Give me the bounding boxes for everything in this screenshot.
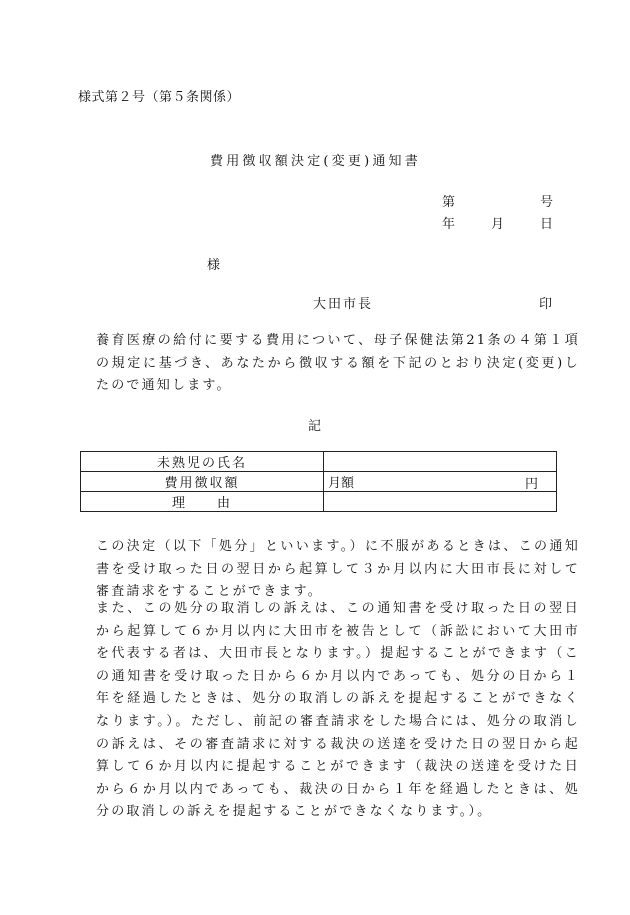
addressee-suffix: 様 xyxy=(207,258,221,273)
date-year: 年 xyxy=(442,217,456,232)
date-month: 月 xyxy=(491,217,505,232)
table-row xyxy=(81,472,557,492)
date-day: 日 xyxy=(540,217,554,232)
yen-unit: 円 xyxy=(524,477,538,492)
document-title: 費用徴収額決定(変更)通知書 xyxy=(210,154,421,169)
label-child-name: 未熟児の氏名 xyxy=(81,452,324,472)
value-fee-amount xyxy=(324,472,557,492)
seal-mark: 印 xyxy=(539,297,553,312)
form-number: 様式第２号（第５条関係） xyxy=(78,90,241,105)
monthly-amount-label: 月額 xyxy=(328,476,355,491)
ki-heading: 記 xyxy=(308,419,322,434)
issuer-name: 大田市長 xyxy=(313,297,374,312)
appeal-notice-paragraph: この決定（以下「処分」といいます。）に不服があるときは、この通知書を受け取った日の翌日から起算して３か月以内に大田市長に対して審査請求をすることができます。 xyxy=(96,539,580,600)
value-child-name xyxy=(324,452,557,472)
intro-paragraph: 養育医療の給付に要する費用について、母子保健法第21条の４第１項の規定に基づき、あなたから徴収する額を下記のとおり決定(変更)したので通知します。 xyxy=(96,333,580,394)
table-row xyxy=(81,452,557,472)
fee-table xyxy=(80,451,557,512)
table-row xyxy=(81,492,557,512)
lawsuit-notice-paragraph: また、この処分の取消しの訴えは、この通知書を受け取った日の翌日から起算して６か月以内に大田市を被告として（訴訟において大田市を代表する者は、大田市長となります。）提起することができます（この通知書を受け取った日から６か月以内であっても、処分の日から１年を経過したときは、処分の取消しの訴えを提起することができなくなります。）。ただし、前記の審査請求をした場合には、処分の取消しの訴えは、その審査請求に対する裁決の送達を受けた日の翌日から起算して６か月以内に提起することができます（裁決の送達を受けた日から６か月以内であっても、裁決の日から１年を経過したときは、処分の取消しの訴えを提起することができなくなります。）。 xyxy=(96,601,580,820)
number-suffix: 号 xyxy=(540,195,554,210)
number-prefix: 第 xyxy=(442,195,456,210)
label-reason: 理 由 xyxy=(81,492,324,512)
value-reason xyxy=(324,492,557,512)
label-fee-amount: 費用徴収額 xyxy=(81,472,324,492)
